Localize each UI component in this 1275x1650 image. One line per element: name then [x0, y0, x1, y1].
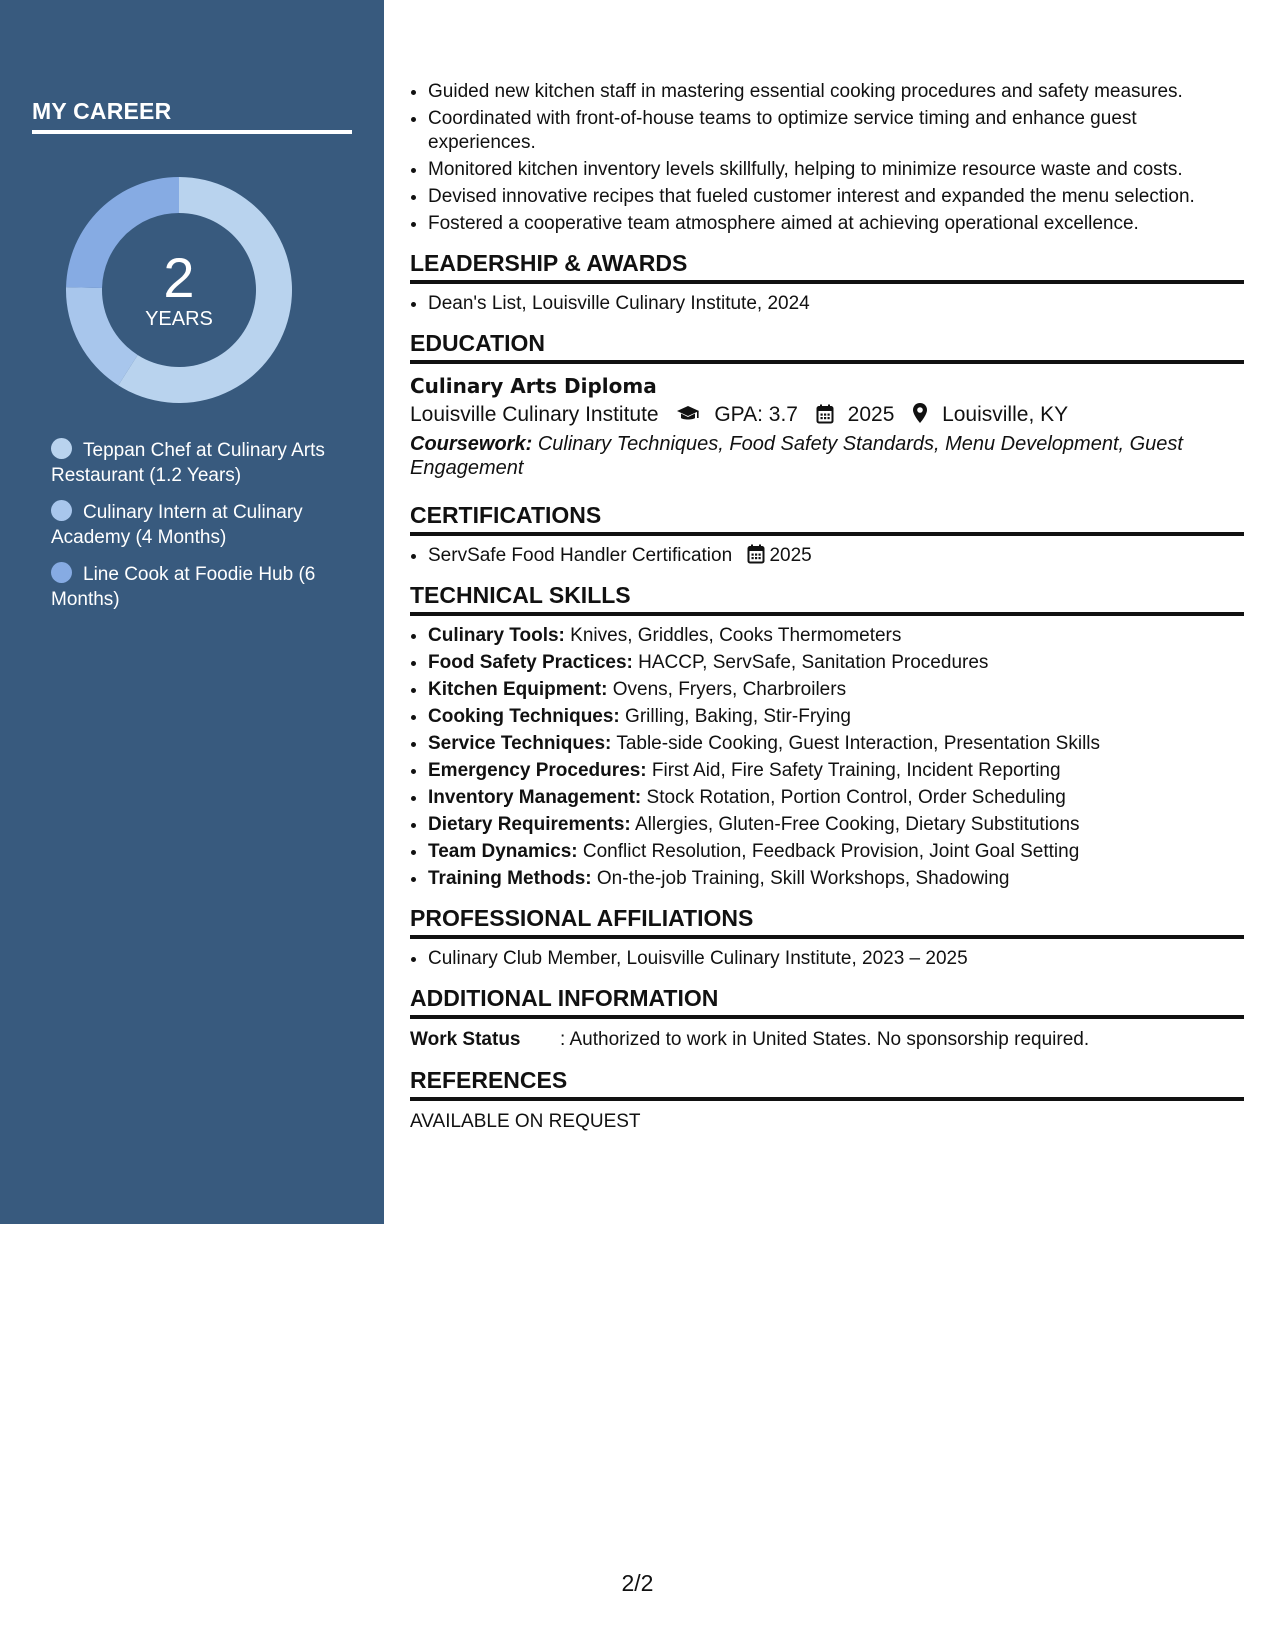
skill-value: Knives, Griddles, Cooks Thermometers [570, 625, 902, 646]
experience-bullets [410, 80, 1244, 236]
legend-label: Line Cook at Foodie Hub (6 Months) [51, 564, 316, 610]
education-details [410, 400, 1244, 430]
page-number: 2/2 [621, 1570, 654, 1596]
list-item: • Culinary Club Member, Louisville Culinary Institute, 2023 – 2025 [428, 947, 1244, 971]
skill-key: Kitchen Equipment: [428, 679, 608, 700]
career-title: MY CAREER [32, 98, 352, 134]
legend-label: Culinary Intern at Culinary Academy (4 Months) [51, 502, 303, 548]
references-text: AVAILABLE ON REQUEST [410, 1111, 641, 1132]
work-status-value: : Authorized to work in United States. No sponsorship required. [560, 1029, 1090, 1050]
education-school: Louisville Culinary Institute [410, 403, 659, 426]
skill-key: Service Techniques: [428, 733, 612, 754]
skill-key: Team Dynamics: [428, 841, 578, 862]
donut-segment [66, 177, 179, 288]
calendar-icon [747, 544, 765, 564]
list-item: • Coordinated with front-of-house teams to optimize service timing and enhance guest experiences. [428, 107, 1244, 155]
map-pin-icon [912, 402, 928, 424]
education-coursework [410, 432, 1244, 480]
calendar-icon [816, 404, 834, 424]
work-status-label: Work Status [410, 1029, 521, 1050]
list-item: • Guided new kitchen staff in mastering essential cooking procedures and safety measures. [428, 80, 1244, 104]
list-item [428, 840, 1244, 864]
cert-name: ServSafe Food Handler Certification [428, 545, 733, 566]
donut-unit: YEARS [145, 308, 213, 330]
affiliations-heading: PROFESSIONAL AFFILIATIONS [410, 905, 1244, 939]
legend-dot [51, 562, 72, 583]
skill-key: Culinary Tools: [428, 625, 565, 646]
additional-heading: ADDITIONAL INFORMATION [410, 985, 1244, 1019]
graduation-cap-icon [676, 404, 700, 424]
legend-item [51, 500, 351, 550]
skill-key: Inventory Management: [428, 787, 642, 808]
education-gpa: GPA: 3.7 [714, 403, 798, 426]
education-year: 2025 [847, 403, 895, 426]
skill-value: Stock Rotation, Portion Control, Order Scheduling [646, 787, 1066, 808]
list-item [428, 786, 1244, 810]
skills-heading: TECHNICAL SKILLS [410, 582, 1244, 616]
skill-key: Training Methods: [428, 868, 592, 889]
list-item [428, 759, 1244, 783]
skill-key: Emergency Procedures: [428, 760, 647, 781]
list-item: • Fostered a cooperative team atmosphere aimed at achieving operational excellence. [428, 212, 1244, 236]
skill-value: Allergies, Gluten-Free Cooking, Dietary Substitutions [634, 814, 1080, 835]
certifications-list [410, 544, 1244, 568]
main-content [410, 80, 1244, 1135]
coursework-text: Culinary Techniques, Food Safety Standards, Menu Development, Guest Engagement [410, 433, 1183, 479]
leadership-heading: LEADERSHIP & AWARDS [410, 250, 1244, 284]
list-item [428, 867, 1244, 891]
skill-value: HACCP, ServSafe, Sanitation Procedures [638, 652, 989, 673]
list-item [428, 813, 1244, 837]
list-item: • Devised innovative recipes that fueled customer interest and expanded the menu selection. [428, 185, 1244, 209]
legend-item [51, 438, 351, 488]
list-item [428, 624, 1244, 648]
legend-dot [51, 438, 72, 459]
certifications-heading: CERTIFICATIONS [410, 502, 1244, 536]
sidebar [0, 0, 384, 1224]
legend-label: Teppan Chef at Culinary Arts Restaurant (1.2 Years) [51, 440, 325, 486]
leadership-list [410, 292, 1244, 316]
skill-key: Cooking Techniques: [428, 706, 620, 727]
references-heading: REFERENCES [410, 1067, 1244, 1101]
cert-date: 2025 [769, 545, 812, 566]
education-location: Louisville, KY [942, 403, 1069, 426]
skill-value: Ovens, Fryers, Charbroilers [612, 679, 847, 700]
skill-value: Grilling, Baking, Stir-Frying [625, 706, 851, 727]
skill-value: First Aid, Fire Safety Training, Incident Reporting [651, 760, 1061, 781]
legend-item [51, 562, 351, 612]
skills-list [410, 624, 1244, 891]
skill-value: On-the-job Training, Skill Workshops, Shadowing [596, 868, 1010, 889]
education-heading: EDUCATION [410, 330, 1244, 364]
list-item [428, 705, 1244, 729]
donut-value: 2 [163, 246, 195, 309]
skill-key: Dietary Requirements: [428, 814, 631, 835]
list-item: • Monitored kitchen inventory levels skillfully, helping to minimize resource waste and costs. [428, 158, 1244, 182]
affiliations-list [410, 947, 1244, 971]
coursework-label: Coursework: [410, 433, 533, 455]
list-item [428, 544, 1244, 568]
legend-dot [51, 500, 72, 521]
skill-key: Food Safety Practices: [428, 652, 633, 673]
skill-value: Table-side Cooking, Guest Interaction, Presentation Skills [616, 733, 1101, 754]
career-legend [51, 438, 351, 624]
work-status-row [410, 1027, 1244, 1053]
donut-segment [66, 287, 138, 385]
list-item [428, 678, 1244, 702]
skill-value: Conflict Resolution, Feedback Provision, Joint Goal Setting [582, 841, 1080, 862]
education-degree: Culinary Arts Diploma [410, 374, 657, 398]
list-item: • Dean's List, Louisville Culinary Institute, 2024 [428, 292, 1244, 316]
list-item [428, 651, 1244, 675]
career-donut-chart [66, 177, 292, 403]
list-item [428, 732, 1244, 756]
